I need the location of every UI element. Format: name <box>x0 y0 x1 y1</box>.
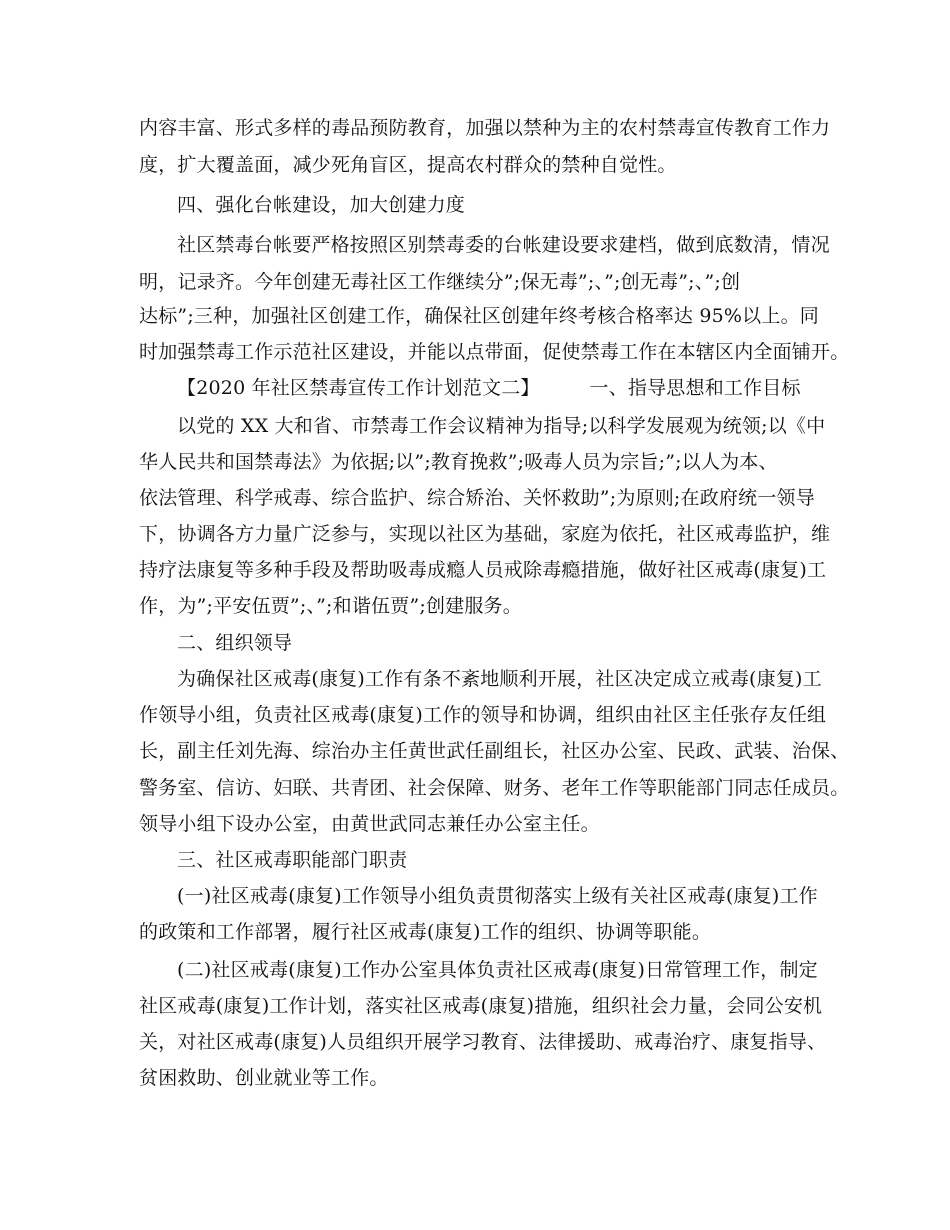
text-line: 下，协调各方力量广泛参与，实现以社区为基础，家庭为依托，社区戒毒监护，维 <box>139 523 831 545</box>
text-line: 贫困救助、创业就业等工作。 <box>139 1067 389 1089</box>
text-line: 作，为”;平安伍贾”;、”;和谐伍贾”;创建服务。 <box>139 595 522 617</box>
section-heading: 二、组织领导 <box>177 632 293 654</box>
text-line: (一)社区戒毒(康复)工作领导小组负责贯彻落实上级有关社区戒毒(康复)工作 <box>177 885 818 907</box>
text-line: 度，扩大覆盖面，减少死角盲区，提高农村群众的禁种自觉性。 <box>139 154 677 176</box>
section-heading: 【2020 年社区禁毒宣传工作计划范文二】 一、指导思想和工作目标 <box>177 377 801 399</box>
text-line: 关，对社区戒毒(康复)人员组织开展学习教育、法律援助、戒毒治疗、康复指导、 <box>139 1031 827 1053</box>
text-line: 领导小组下设办公室，由黄世武同志兼任办公室主任。 <box>139 813 600 835</box>
text-line: 华人民共和国禁毒法》为依据;以”;教育挽救”;吸毒人员为宗旨;”;以人为本、 <box>139 451 778 473</box>
text-line: (二)社区戒毒(康复)工作办公室具体负责社区戒毒(康复)日常管理工作，制定 <box>177 959 818 981</box>
text-line: 作领导小组，负责社区戒毒(康复)工作的领导和协调，组织由社区主任张存友任组 <box>139 704 827 726</box>
text-line: 为确保社区戒毒(康复)工作有条不紊地顺利开展，社区决定成立戒毒(康复)工 <box>177 668 822 690</box>
text-line: 以党的 XX 大和省、市禁毒工作会议精神为指导;以科学发展观为统领;以《中 <box>177 415 826 437</box>
text-line: 的政策和工作部署，履行社区戒毒(康复)工作的组织、协调等职能。 <box>139 921 712 943</box>
text-line: 内容丰富、形式多样的毒品预防教育，加强以禁种为主的农村禁毒宣传教育工作力 <box>139 117 831 139</box>
text-line: 时加强禁毒工作示范社区建设，并能以点带面，促使禁毒工作在本辖区内全面铺开。 <box>139 341 850 363</box>
text-line: 依法管理、科学戒毒、综合监护、综合矫治、关怀救助”;为原则;在政府统一领导 <box>139 487 815 509</box>
section-heading: 三、社区戒毒职能部门职责 <box>177 849 408 871</box>
text-line: 达标”;三种，加强社区创建工作，确保社区创建年终考核合格率达 95%以上。同 <box>139 305 819 327</box>
text-line: 社区戒毒(康复)工作计划，落实社区戒毒(康复)措施，组织社会力量，会同公安机 <box>139 995 823 1017</box>
text-line: 警务室、信访、妇联、共青团、社会保障、财务、老年工作等职能部门同志任成员。 <box>139 777 850 799</box>
section-heading: 四、强化台帐建设，加大创建力度 <box>177 194 466 216</box>
text-line: 社区禁毒台帐要严格按照区别禁毒委的台帐建设要求建档，做到底数清，情况 <box>177 234 830 256</box>
text-line: 持疗法康复等多种手段及帮助吸毒成瘾人员戒除毒瘾措施，做好社区戒毒(康复)工 <box>139 559 827 581</box>
text-line: 长，副主任刘先海、综治办主任黄世武任副组长，社区办公室、民政、武装、治保、 <box>139 740 850 762</box>
text-line: 明，记录齐。今年创建无毒社区工作继续分”;保无毒”;、”;创无毒”;、”;创 <box>139 271 741 293</box>
